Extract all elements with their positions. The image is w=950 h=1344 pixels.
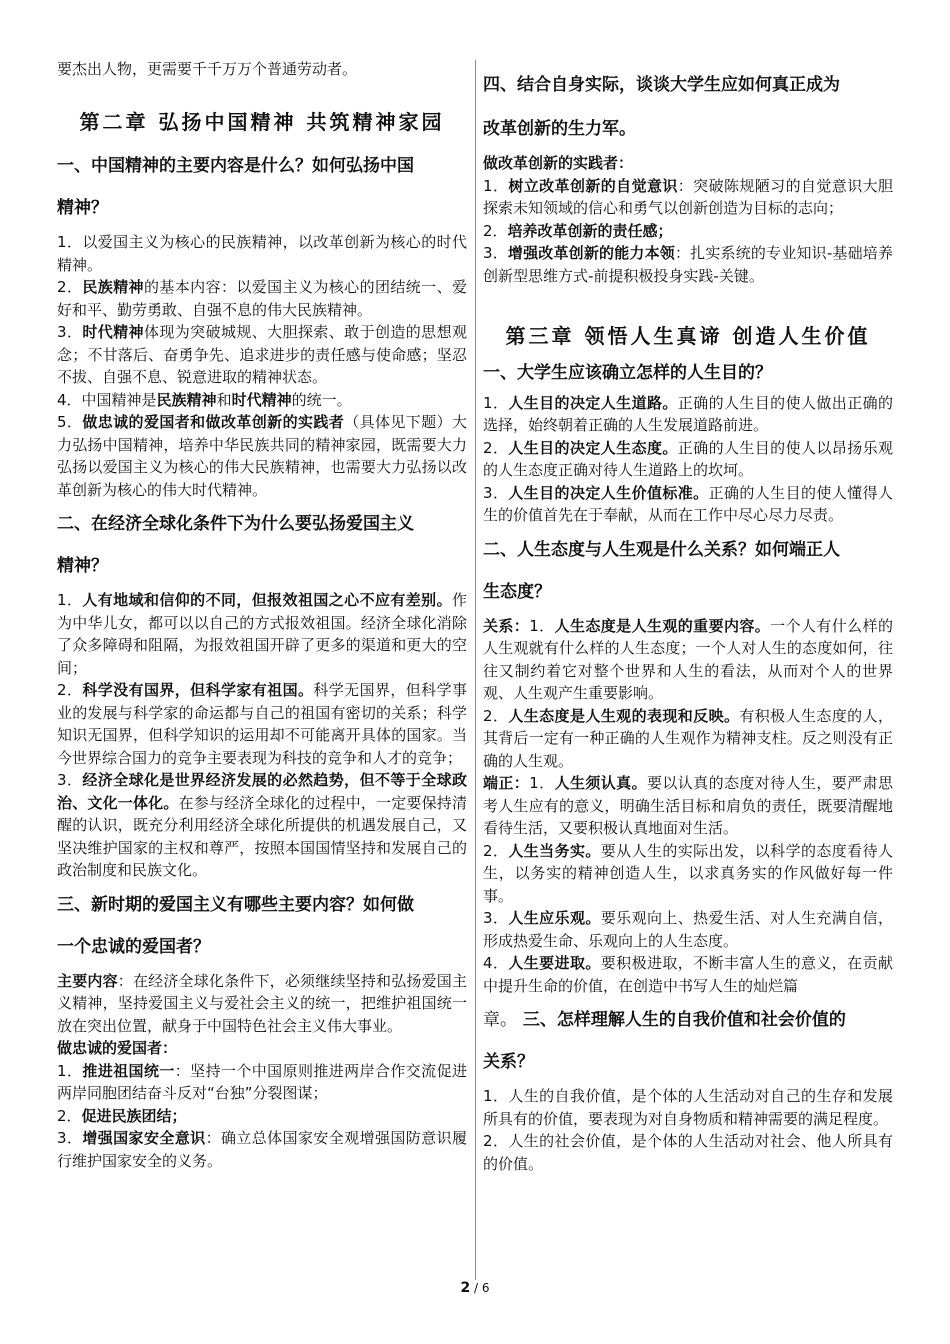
q1-paragraph-5: 5．做忠诚的爱国者和做改革创新的实践者（具体见下题）大力弘扬中国精神，培养中华民族共同的精神家园，既需要大力弘扬以爱国主义为核心的伟大民族精神，也需要大力弘扬以改革创新为核心的伟大时代精神。 <box>57 413 467 499</box>
left-column <box>57 58 467 1172</box>
q3-subheading: 做忠诚的爱国者： <box>57 1039 178 1057</box>
q2-paragraph-1: 1．人有地域和信仰的不同，但报效祖国之心不应有差别。作为中华儿女，都可以以自己的方式报效祖国。经济全球化消除了众多障碍和阻隔，为报效祖国开辟了更多的渠道和更大的空间； <box>57 591 467 677</box>
q1-paragraph-2: 2．民族精神的基本内容：以爱国主义为核心的团结统一、爱好和平、勤劳勇敢、自强不息的伟大民族精神。 <box>57 278 467 319</box>
q3-title: 三、新时期的爱国主义有哪些主要内容？如何做 一个忠诚的爱国者？ <box>57 894 414 957</box>
q4-subheading: 做改革创新的实践者： <box>483 154 634 172</box>
c3-q3-paragraph-2: 2．人生的社会价值，是个体的人生活动对社会、他人所具有的价值。 <box>483 1132 893 1173</box>
c3-q2-correct-3: 3．人生应乐观。要乐观向上、热爱生活、对人生充满自信，形成热爱生命、乐观向上的人生态度。 <box>483 909 893 950</box>
q3-paragraph-3: 3．增强国家安全意识：确立总体国家安全观增强国防意识履行维护国家安全的义务。 <box>57 1129 467 1170</box>
q3-main-content: 主要内容：在经济全球化条件下，必须继续坚持和弘扬爱国主义精神，坚持爱国主义与爱社会主义的统一，把维护祖国统一放在突出位置，献身于中国特色社会主义伟大事业。 <box>57 971 467 1035</box>
c3-q1-paragraph-3: 3．人生目的决定人生价值标准。正确的人生目的使人懂得人生的价值首先在于奉献，从而在工作中尽心尽力尽责。 <box>483 483 893 524</box>
chapter-3-title: 第三章 领悟人生真谛 创造人生价值 <box>505 324 871 348</box>
c3-q1-paragraph-2: 2．人生目的决定人生态度。正确的人生目的使人以昂扬乐观的人生态度正确对待人生道路上的坎坷。 <box>483 438 893 479</box>
q4-paragraph-2: 2．培养改革创新的责任感； <box>483 221 673 240</box>
c3-q2-relation-1: 关系：1．人生态度是人生观的重要内容。一个人有什么样的人生观就有什么样的人生态度；一个人对人生的态度如何，往往又制约着它对整个世界和人生的看法，从而对个人的世界观、人生观产生重要影响。 <box>483 616 893 702</box>
c3-q3-title: 章。 三、怎样理解人生的自我价值和社会价值的 关系？ <box>483 1010 846 1072</box>
q1-paragraph-4: 4．中国精神是民族精神和时代精神的统一。 <box>57 390 352 409</box>
q3-paragraph-2: 2．促进民族团结； <box>57 1106 187 1125</box>
c3-q2-relation-2: 2．人生态度是人生观的表现和反映。有积极人生态度的人，其背后一定有一种正确的人生观作为精神支柱。反之则没有正确的人生观。 <box>483 706 893 770</box>
right-column <box>483 62 893 1175</box>
q2-paragraph-3: 3．经济全球化是世界经济发展的必然趋势，但不等于全球政治、文化一体化。在参与经济全球化的过程中，一定要保持清醒的认识，既充分利用经济全球化所提供的机遇发展自己，又坚决维护国家的主权和尊严，按照本国国情坚持和发展自己的政治制度和民族文化。 <box>57 771 467 879</box>
q1-paragraph-1: 1．以爱国主义为核心的民族精神，以改革创新为核心的时代精神。 <box>57 233 467 274</box>
c3-q2-title: 二、人生态度与人生观是什么关系？如何端正人 生态度？ <box>483 539 840 602</box>
q4-paragraph-3: 3．增强改革创新的能力本领：扎实系统的专业知识-基础培养创新型思维方式-前提积极投身实践-关键。 <box>483 244 893 285</box>
q4-paragraph-1: 1．树立改革创新的自觉意识：突破陈规陋习的自觉意识大胆探索未知领域的信心和勇气以创新创造为目标的志向； <box>483 176 893 217</box>
chapter-2-title: 第二章 弘扬中国精神 共筑精神家园 <box>79 109 445 134</box>
c3-q2-correct-4: 4．人生要进取。要积极进取，不断丰富人生的意义，在贡献中提升生命的价值，在创造中书写人生的灿烂篇 <box>483 954 893 995</box>
q2-title: 二、在经济全球化条件下为什么要弘扬爱国主义 精神？ <box>57 514 414 576</box>
intro-tail: 要杰出人物，更需要千千万万个普通劳动者。 <box>57 60 358 78</box>
q3-paragraph-1: 1．推进祖国统一：坚持一个中国原则推进两岸合作交流促进两岸同胞团结奋斗反对“台独”分裂图谋； <box>57 1061 467 1102</box>
q1-title: 一、中国精神的主要内容是什么？如何弘扬中国 精神？ <box>57 156 414 218</box>
column-divider <box>475 60 476 1280</box>
q4-title: 四、结合自身实际，谈谈大学生应如何真正成为 改革创新的生力军。 <box>483 75 840 139</box>
page-number: 2 / 6 <box>460 1280 490 1296</box>
q1-paragraph-3: 3．时代精神体现为突破城规、大胆探索、敢于创造的思想观念；不甘落后、奋勇争先、追求进步的责任感与使命感；坚忍不拔、自强不息、锐意进取的精神状态。 <box>57 323 467 386</box>
c3-q2-correct-2: 2．人生当务实。要从人生的实际出发，以科学的态度看待人生，以务实的精神创造人生，以求真务实的作风做好每一件事。 <box>483 841 893 905</box>
c3-q1-paragraph-1: 1．人生目的决定人生道路。正确的人生目的使人做出正确的选择，始终朝着正确的人生发展道路前进。 <box>483 393 893 434</box>
c3-q3-paragraph-1: 1．人生的自我价值，是个体的人生活动对自己的生存和发展所具有的价值，要表现为对自身物质和精神需要的满足程度。 <box>483 1087 893 1128</box>
c3-q2-correct-1: 端正：1．人生须认真。要以认真的态度对待人生，要严肃思考人生应有的意义，明确生活目标和肩负的责任，既要清醒地看待生活，又要积极认真地面对生活。 <box>483 774 893 837</box>
q2-paragraph-2: 2．科学没有国界，但科学家有祖国。科学无国界，但科学事业的发展与科学家的命运都与自己的祖国有密切的关系；科学知识无国界，但科学知识的运用却不可能离开具体的国家。当今世界综合国力的竞争主要表现为科技的竞争和人才的竞争； <box>57 681 467 767</box>
c3-q1-title: 一、大学生应该确立怎样的人生目的？ <box>483 362 772 383</box>
